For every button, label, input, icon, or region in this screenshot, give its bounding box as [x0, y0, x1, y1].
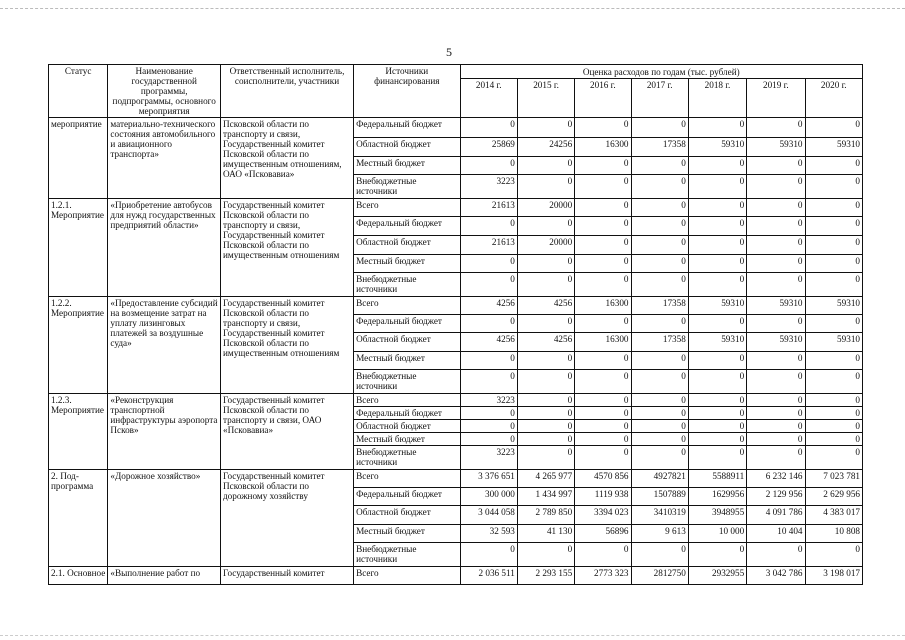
row-value: 0 — [688, 157, 746, 175]
row-value: 0 — [517, 157, 574, 175]
row-value: 0 — [517, 420, 574, 433]
row-value: 0 — [688, 420, 746, 433]
row-source: Внебюджетные источники — [354, 543, 460, 567]
row-value: 0 — [460, 433, 517, 446]
row-value: 0 — [805, 255, 862, 273]
page-number: 5 — [446, 45, 452, 59]
row-source: Внебюджетные источники — [354, 273, 460, 297]
row-value: 59310 — [688, 333, 746, 352]
row-value: 0 — [575, 157, 631, 175]
row-value: 0 — [805, 236, 862, 255]
row-source: Всего — [354, 567, 460, 585]
row-value: 4927821 — [631, 470, 688, 488]
row-value: 0 — [688, 433, 746, 446]
row-value: 0 — [517, 273, 574, 297]
row-value: 5588911 — [688, 470, 746, 488]
row-value: 20000 — [517, 199, 574, 217]
row-value: 0 — [517, 315, 574, 333]
row-responsible: Государственный комитет Псковской области по транспорту и связи, Государственный комитет Псковской области по имущественным отношениям — [220, 297, 353, 394]
row-status: 1.2.2. Мероприятие — [49, 297, 108, 394]
row-value: 0 — [805, 370, 862, 394]
row-value: 4256 — [460, 297, 517, 315]
row-value: 0 — [805, 446, 862, 470]
row-value: 0 — [460, 273, 517, 297]
row-value: 17358 — [631, 138, 688, 157]
header-responsible: Ответственный исполнитель, соисполнители, участники — [220, 65, 353, 118]
header-year: 2018 г. — [688, 79, 746, 118]
row-source: Всего — [354, 297, 460, 315]
row-responsible: Государственный комитет — [220, 567, 353, 585]
row-value: 59310 — [747, 333, 805, 352]
row-value: 0 — [747, 255, 805, 273]
row-value: 0 — [631, 273, 688, 297]
header-year: 2015 г. — [517, 79, 574, 118]
row-value: 4256 — [517, 333, 574, 352]
row-value: 0 — [517, 175, 574, 199]
row-value: 0 — [517, 255, 574, 273]
row-value: 0 — [747, 543, 805, 567]
row-value: 59310 — [747, 138, 805, 157]
row-value: 0 — [747, 446, 805, 470]
row-value: 0 — [688, 118, 746, 138]
row-source: Федеральный бюджет — [354, 118, 460, 138]
row-source: Всего — [354, 199, 460, 217]
row-value: 1507889 — [631, 488, 688, 506]
row-value: 0 — [575, 217, 631, 236]
row-value: 56896 — [575, 525, 631, 543]
row-value: 0 — [575, 236, 631, 255]
table-row — [49, 297, 863, 315]
header-year: 2017 г. — [631, 79, 688, 118]
header-name: Наименование государственной программы, подпрограммы, основного мероприятия — [108, 65, 221, 118]
row-value: 4 091 786 — [747, 506, 805, 525]
row-value: 0 — [747, 217, 805, 236]
row-value: 0 — [805, 394, 862, 407]
scan-edge-bottom — [0, 635, 905, 636]
row-value: 59310 — [805, 333, 862, 352]
scan-edge-top — [0, 8, 905, 9]
row-source: Федеральный бюджет — [354, 217, 460, 236]
row-value: 0 — [631, 446, 688, 470]
row-source: Областной бюджет — [354, 506, 460, 525]
row-value: 0 — [631, 420, 688, 433]
row-source: Местный бюджет — [354, 255, 460, 273]
row-value: 0 — [688, 407, 746, 420]
row-value: 0 — [575, 420, 631, 433]
row-value: 0 — [805, 315, 862, 333]
row-value: 0 — [517, 433, 574, 446]
row-value: 0 — [517, 407, 574, 420]
row-status: мероприятие — [49, 118, 108, 199]
row-value: 1119 938 — [575, 488, 631, 506]
row-value: 0 — [747, 420, 805, 433]
row-value: 0 — [517, 217, 574, 236]
row-value: 17358 — [631, 297, 688, 315]
row-value: 0 — [517, 446, 574, 470]
row-source: Местный бюджет — [354, 352, 460, 370]
row-value: 0 — [747, 199, 805, 217]
row-responsible: Государственный комитет Псковской области по дорожному хозяйству — [220, 470, 353, 567]
row-value: 0 — [575, 394, 631, 407]
row-value: 17358 — [631, 333, 688, 352]
row-source: Местный бюджет — [354, 525, 460, 543]
row-name: материально-технического состояния автомобильного и авиационного транспорта» — [108, 118, 221, 199]
header-year: 2019 г. — [747, 79, 805, 118]
row-value: 2 129 956 — [747, 488, 805, 506]
row-value: 2773 323 — [575, 567, 631, 585]
row-value: 3410319 — [631, 506, 688, 525]
row-value: 0 — [688, 199, 746, 217]
row-source: Местный бюджет — [354, 433, 460, 446]
row-value: 10 404 — [747, 525, 805, 543]
row-source: Областной бюджет — [354, 333, 460, 352]
row-source: Всего — [354, 470, 460, 488]
table-row — [49, 394, 863, 407]
row-value: 0 — [805, 433, 862, 446]
row-value: 3223 — [460, 175, 517, 199]
table-body — [49, 118, 863, 585]
row-name: «Дорожное хозяйство» — [108, 470, 221, 567]
row-value: 0 — [747, 236, 805, 255]
row-value: 0 — [805, 407, 862, 420]
row-value: 4 265 977 — [517, 470, 574, 488]
table-row — [49, 567, 863, 585]
row-responsible: Государственный комитет Псковской области по транспорту и связи, Государственный комитет Псковской области по имущественным отношениям — [220, 199, 353, 297]
row-value: 0 — [575, 543, 631, 567]
row-name: «Выполнение работ по — [108, 567, 221, 585]
row-value: 3 042 786 — [747, 567, 805, 585]
row-value: 3948955 — [688, 506, 746, 525]
row-value: 0 — [631, 315, 688, 333]
row-responsible: Государственный комитет Псковской области по транспорту и связи, ОАО «Псковавиа» — [220, 394, 353, 470]
row-value: 3 198 017 — [805, 567, 862, 585]
header-year: 2016 г. — [575, 79, 631, 118]
row-value: 3394 023 — [575, 506, 631, 525]
row-value: 0 — [631, 157, 688, 175]
row-value: 0 — [517, 543, 574, 567]
row-value: 0 — [688, 315, 746, 333]
row-value: 0 — [575, 407, 631, 420]
row-source: Местный бюджет — [354, 157, 460, 175]
table-row — [49, 199, 863, 217]
row-value: 0 — [805, 273, 862, 297]
row-source: Федеральный бюджет — [354, 488, 460, 506]
row-source: Федеральный бюджет — [354, 315, 460, 333]
row-value: 0 — [460, 420, 517, 433]
row-value: 0 — [631, 255, 688, 273]
row-value: 0 — [460, 217, 517, 236]
budget-table — [48, 64, 863, 585]
row-source: Областной бюджет — [354, 236, 460, 255]
row-value: 0 — [517, 352, 574, 370]
row-value: 4256 — [460, 333, 517, 352]
row-status: 2.1. Основное — [49, 567, 108, 585]
row-value: 0 — [631, 394, 688, 407]
row-value: 0 — [517, 118, 574, 138]
row-value: 3223 — [460, 446, 517, 470]
row-value: 0 — [460, 370, 517, 394]
row-value: 59310 — [805, 138, 862, 157]
row-value: 0 — [575, 175, 631, 199]
row-value: 0 — [747, 394, 805, 407]
row-value: 16300 — [575, 297, 631, 315]
row-source: Областной бюджет — [354, 420, 460, 433]
row-value: 0 — [688, 217, 746, 236]
row-value: 3223 — [460, 394, 517, 407]
row-value: 0 — [631, 217, 688, 236]
row-value: 0 — [747, 433, 805, 446]
row-value: 2 789 850 — [517, 506, 574, 525]
row-value: 0 — [575, 118, 631, 138]
row-source: Областной бюджет — [354, 138, 460, 157]
row-value: 0 — [747, 157, 805, 175]
row-value: 0 — [631, 543, 688, 567]
row-value: 3 376 651 — [460, 470, 517, 488]
row-value: 0 — [631, 236, 688, 255]
row-value: 0 — [688, 273, 746, 297]
row-value: 20000 — [517, 236, 574, 255]
row-value: 0 — [805, 118, 862, 138]
row-value: 21613 — [460, 236, 517, 255]
table-row — [49, 470, 863, 488]
row-source: Внебюджетные источники — [354, 370, 460, 394]
row-value: 0 — [805, 157, 862, 175]
row-value: 0 — [688, 543, 746, 567]
row-value: 0 — [688, 394, 746, 407]
row-value: 7 023 781 — [805, 470, 862, 488]
row-value: 0 — [747, 315, 805, 333]
row-value: 3 044 058 — [460, 506, 517, 525]
row-value: 0 — [688, 175, 746, 199]
row-value: 0 — [517, 394, 574, 407]
row-value: 59310 — [747, 297, 805, 315]
row-value: 0 — [460, 315, 517, 333]
row-source: Федеральный бюджет — [354, 407, 460, 420]
row-value: 2932955 — [688, 567, 746, 585]
row-value: 0 — [460, 157, 517, 175]
row-value: 0 — [688, 370, 746, 394]
row-value: 0 — [575, 370, 631, 394]
row-name: «Предоставление субсидий на возмещение затрат на уплату лизинговых платежей за воздушные суда» — [108, 297, 221, 394]
row-value: 41 130 — [517, 525, 574, 543]
row-source: Внебюджетные источники — [354, 446, 460, 470]
row-value: 0 — [747, 407, 805, 420]
row-value: 24256 — [517, 138, 574, 157]
row-value: 0 — [460, 118, 517, 138]
row-status: 1.2.3. Мероприятие — [49, 394, 108, 470]
row-value: 0 — [460, 255, 517, 273]
row-value: 9 613 — [631, 525, 688, 543]
row-value: 6 232 146 — [747, 470, 805, 488]
row-value: 0 — [747, 370, 805, 394]
row-value: 10 000 — [688, 525, 746, 543]
row-value: 4570 856 — [575, 470, 631, 488]
row-value: 0 — [688, 446, 746, 470]
row-value: 32 593 — [460, 525, 517, 543]
row-value: 0 — [805, 543, 862, 567]
row-value: 0 — [805, 352, 862, 370]
row-value: 59310 — [805, 297, 862, 315]
row-value: 25869 — [460, 138, 517, 157]
row-value: 0 — [517, 370, 574, 394]
header-estimate: Оценка расходов по годам (тыс. рублей) — [460, 65, 862, 79]
row-value: 0 — [631, 433, 688, 446]
row-value: 0 — [460, 407, 517, 420]
row-value: 0 — [805, 217, 862, 236]
row-value: 0 — [688, 255, 746, 273]
header-status: Статус — [49, 65, 108, 118]
row-value: 300 000 — [460, 488, 517, 506]
table-row — [49, 118, 863, 138]
row-value: 0 — [688, 236, 746, 255]
row-value: 59310 — [688, 297, 746, 315]
row-value: 2 629 956 — [805, 488, 862, 506]
row-value: 0 — [805, 420, 862, 433]
row-status: 2. Под-программа — [49, 470, 108, 567]
header-year: 2014 г. — [460, 79, 517, 118]
row-value: 0 — [631, 118, 688, 138]
row-value: 0 — [747, 118, 805, 138]
row-value: 0 — [805, 175, 862, 199]
row-value: 2 036 511 — [460, 567, 517, 585]
row-name: «Реконструкция транспортной инфраструктуры аэропорта Псков» — [108, 394, 221, 470]
row-value: 0 — [631, 407, 688, 420]
row-value: 1629956 — [688, 488, 746, 506]
row-value: 0 — [575, 446, 631, 470]
row-value: 0 — [575, 315, 631, 333]
row-value: 0 — [631, 352, 688, 370]
row-value: 0 — [575, 199, 631, 217]
row-value: 0 — [747, 175, 805, 199]
row-value: 16300 — [575, 333, 631, 352]
row-value: 0 — [575, 255, 631, 273]
header-year: 2020 г. — [805, 79, 862, 118]
row-value: 0 — [805, 199, 862, 217]
row-value: 0 — [688, 352, 746, 370]
row-value: 0 — [575, 273, 631, 297]
row-value: 0 — [631, 199, 688, 217]
row-value: 0 — [747, 352, 805, 370]
row-value: 0 — [575, 352, 631, 370]
row-status: 1.2.1. Мероприятие — [49, 199, 108, 297]
row-value: 2812750 — [631, 567, 688, 585]
row-value: 10 808 — [805, 525, 862, 543]
row-value: 0 — [631, 370, 688, 394]
header-sources: Источники финансирования — [354, 65, 460, 118]
row-value: 1 434 997 — [517, 488, 574, 506]
row-value: 2 293 155 — [517, 567, 574, 585]
row-value: 0 — [460, 352, 517, 370]
row-value: 0 — [575, 433, 631, 446]
row-responsible: Псковской области по транспорту и связи, Государственный комитет Псковской области по имущественным отношениям, ОАО «Псковавиа» — [220, 118, 353, 199]
row-source: Внебюджетные источники — [354, 175, 460, 199]
row-value: 4256 — [517, 297, 574, 315]
row-value: 0 — [747, 273, 805, 297]
row-name: «Приобретение автобусов для нужд государственных предприятий области» — [108, 199, 221, 297]
row-value: 0 — [460, 543, 517, 567]
row-value: 16300 — [575, 138, 631, 157]
row-value: 59310 — [688, 138, 746, 157]
row-source: Всего — [354, 394, 460, 407]
row-value: 21613 — [460, 199, 517, 217]
row-value: 0 — [631, 175, 688, 199]
row-value: 4 383 017 — [805, 506, 862, 525]
